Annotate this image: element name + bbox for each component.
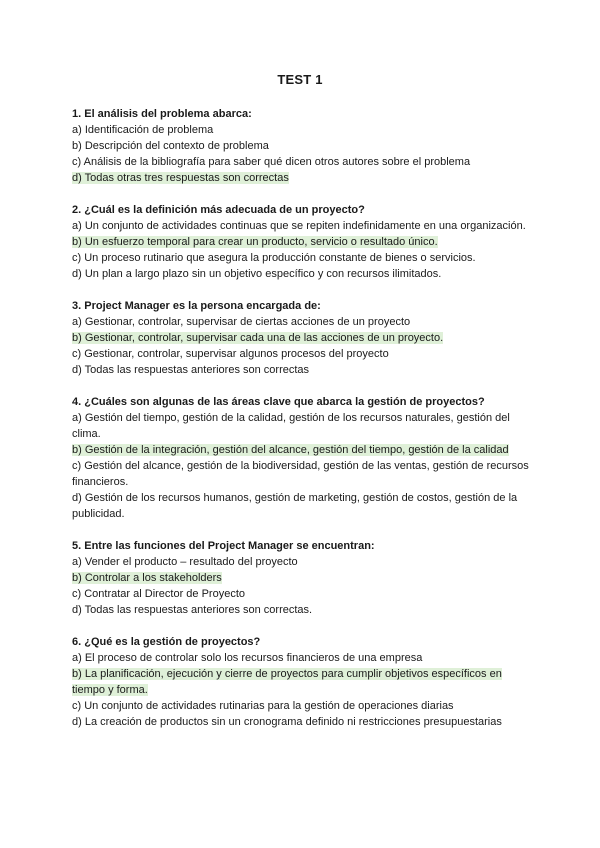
answer-option [72,698,532,714]
answer-option [72,714,532,730]
answer-option-text: d) Un plan a largo plazo sin un objetivo específico y con recursos ilimitados. [72,268,442,280]
answer-option [72,410,532,442]
answer-option-correct [72,170,532,186]
answer-option [72,346,532,362]
question-4 [72,394,532,522]
answer-option-text: a) Gestión del tiempo, gestión de la calidad, gestión de los recursos naturales, gestión del clima. [72,412,510,440]
answer-option-text: b) Gestión de la integración, gestión del alcance, gestión del tiempo, gestión de la calidad [72,444,509,456]
answer-option-text: b) Un esfuerzo temporal para crear un producto, servicio o resultado único. [72,236,438,248]
answer-option-text: c) Un proceso rutinario que asegura la producción constante de bienes o servicios. [72,252,476,264]
question-text: 1. El análisis del problema abarca: [72,108,252,120]
answer-option [72,586,532,602]
question-text: 5. Entre las funciones del Project Manager se encuentran: [72,540,375,552]
answer-option-text: d) Todas las respuestas anteriores son correctas. [72,604,313,616]
question-text: 4. ¿Cuáles son algunas de las áreas clave que abarca la gestión de proyectos? [72,396,485,408]
answer-option [72,554,532,570]
answer-option-correct [72,234,532,250]
answer-option-text: d) La creación de productos sin un cronograma definido ni restricciones presupuestarias [72,716,502,728]
answer-option [72,490,532,522]
answer-option [72,154,532,170]
question-6 [72,634,532,730]
answer-option-correct [72,442,532,458]
answer-option [72,266,532,282]
answer-option-text: b) Gestionar, controlar, supervisar cada una de las acciones de un proyecto. [72,332,444,344]
answer-option [72,218,532,234]
question-1 [72,106,532,186]
answer-option-text: d) Todas las respuestas anteriores son correctas [72,364,310,376]
question-2 [72,202,532,282]
answer-option-text: a) Vender el producto – resultado del proyecto [72,556,298,568]
answer-option-text: d) Gestión de los recursos humanos, gestión de marketing, gestión de costos, gestión de la publicidad. [72,492,518,520]
answer-option-text: b) La planificación, ejecución y cierre de proyectos para cumplir objetivos específicos en tiempo y forma. [72,668,502,696]
answer-option-text: a) Identificación de problema [72,124,214,136]
question-5 [72,538,532,618]
question-3 [72,298,532,378]
answer-option-text: a) El proceso de controlar solo los recursos financieros de una empresa [72,652,423,664]
answer-option [72,362,532,378]
questions-list [72,106,532,746]
answer-option-text: c) Un conjunto de actividades rutinarias para la gestión de operaciones diarias [72,700,454,712]
question-text: 3. Project Manager es la persona encargada de: [72,300,321,312]
question-text: 2. ¿Cuál es la definición más adecuada de un proyecto? [72,204,365,216]
question-text: 6. ¿Qué es la gestión de proyectos? [72,636,261,648]
answer-option-correct [72,666,532,698]
answer-option-text: c) Gestión del alcance, gestión de la biodiversidad, gestión de las ventas, gestión de recursos financieros. [72,460,529,488]
answer-option [72,250,532,266]
answer-option [72,458,532,490]
answer-option-text: d) Todas otras tres respuestas son correctas [72,172,289,184]
answer-option [72,650,532,666]
answer-option [72,138,532,154]
answer-option-text: a) Un conjunto de actividades continuas que se repiten indefinidamente en una organización. [72,220,526,232]
answer-option-correct [72,330,532,346]
answer-option-correct [72,570,532,586]
document-title: TEST 1 [277,72,323,87]
answer-option-text: c) Análisis de la bibliografía para saber qué dicen otros autores sobre el problema [72,156,471,168]
answer-option-text: b) Descripción del contexto de problema [72,140,269,152]
answer-option [72,602,532,618]
answer-option-text: b) Controlar a los stakeholders [72,572,222,584]
answer-option [72,314,532,330]
answer-option [72,122,532,138]
answer-option-text: a) Gestionar, controlar, supervisar de ciertas acciones de un proyecto [72,316,411,328]
answer-option-text: c) Contratar al Director de Proyecto [72,588,246,600]
answer-option-text: c) Gestionar, controlar, supervisar algunos procesos del proyecto [72,348,389,360]
